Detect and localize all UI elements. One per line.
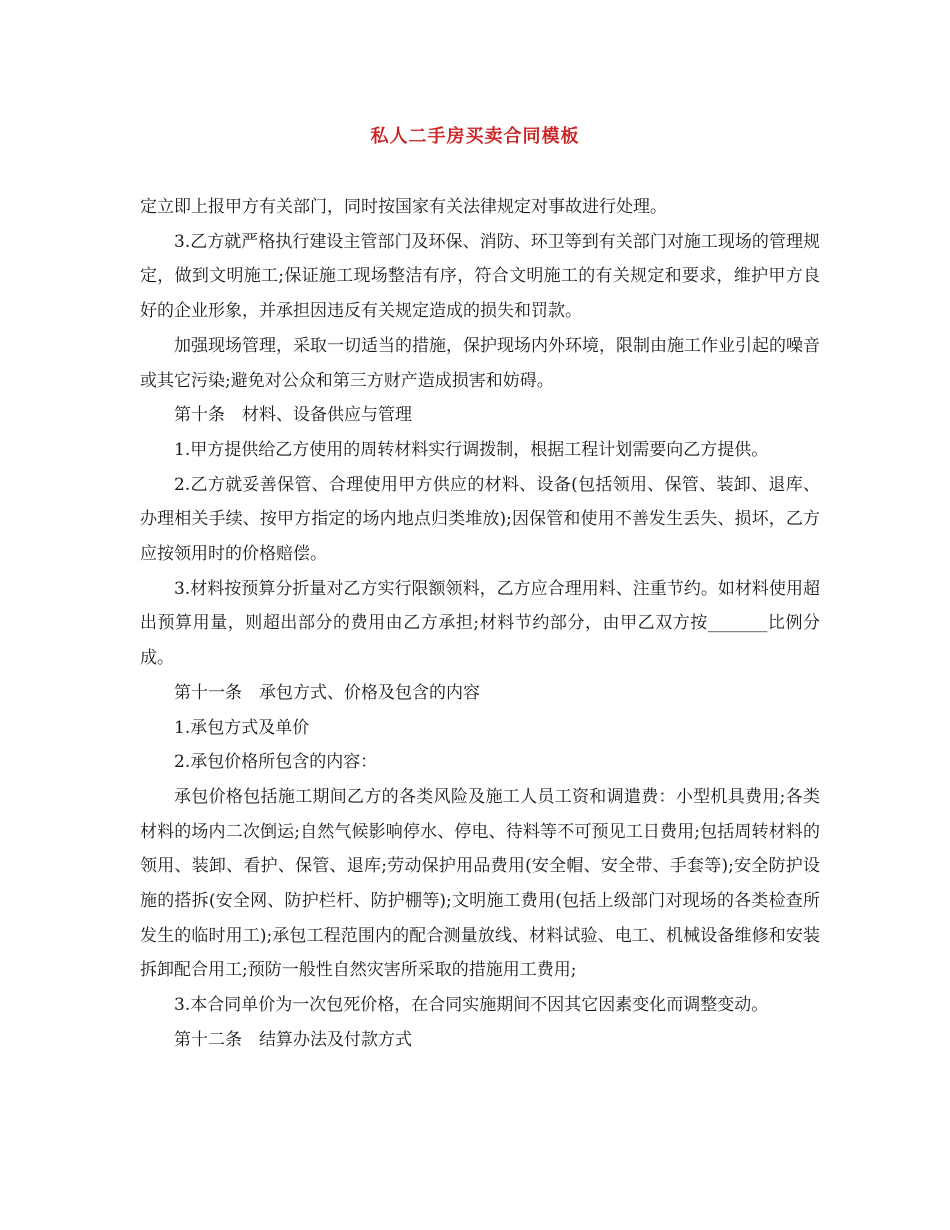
paragraph: 1.承包方式及单价: [174, 717, 310, 738]
paragraph: 3.乙方就严格执行建设主管部门及环保、消防、环卫等到有关部门对施工现场的管理规定，做到文明施工;保证施工现场整洁有序，符合文明施工的有关规定和要求，维护甲方良好的企业形象，并承担因违反有关规定造成的损失和罚款。: [140, 231, 820, 322]
article-heading: 第十二条 结算办法及付款方式: [174, 1029, 412, 1050]
document-title: 私人二手房买卖合同模板: [370, 126, 580, 147]
document-body: [140, 190, 820, 1058]
paragraph: 承包价格包括施工期间乙方的各类风险及施工人员工资和调遣费：小型机具费用;各类材料的场内二次倒运;自然气候影响停水、停电、待料等不可预见工日费用;包括周转材料的领用、装卸、看护、保管、退库;劳动保护用品费用(安全帽、安全带、手套等);安全防护设施的搭拆(安全网、防护栏杆、防护棚等);文明施工费用(包括上级部门对现场的各类检查所发生的临时用工);承包工程范围内的配合测量放线、材料试验、电工、机械设备维修和安装拆卸配合用工;预防一般性自然灾害所采取的措施用工费用;: [140, 786, 820, 981]
paragraph: 3.材料按预算分折量对乙方实行限额领料，乙方应合理用料、注重节约。如材料使用超出预算用量，则超出部分的费用由乙方承担;材料节约部分，由甲乙双方按_______比例分成。: [140, 578, 820, 669]
article-heading: 第十条 材料、设备供应与管理: [174, 405, 412, 426]
paragraph: 加强现场管理，采取一切适当的措施，保护现场内外环境，限制由施工作业引起的噪音或其它污染;避免对公众和第三方财产造成损害和妨碍。: [140, 335, 820, 391]
paragraph: 定立即上报甲方有关部门，同时按国家有关法律规定对事故进行处理。: [140, 197, 667, 217]
paragraph: 2.乙方就妥善保管、合理使用甲方供应的材料、设备(包括领用、保管、装卸、退库、办理相关手续、按甲方指定的场内地点归类堆放);因保管和使用不善发生丢失、损坏，乙方应按领用时的价格赔偿。: [140, 474, 820, 565]
paragraph: 2.承包价格所包含的内容：: [174, 752, 378, 773]
paragraph: 1.甲方提供给乙方使用的周转材料实行调拨制，根据工程计划需要向乙方提供。: [174, 439, 769, 460]
paragraph: 3.本合同单价为一次包死价格，在合同实施期间不因其它因素变化而调整变动。: [174, 995, 769, 1016]
article-heading: 第十一条 承包方式、价格及包含的内容: [174, 682, 480, 703]
